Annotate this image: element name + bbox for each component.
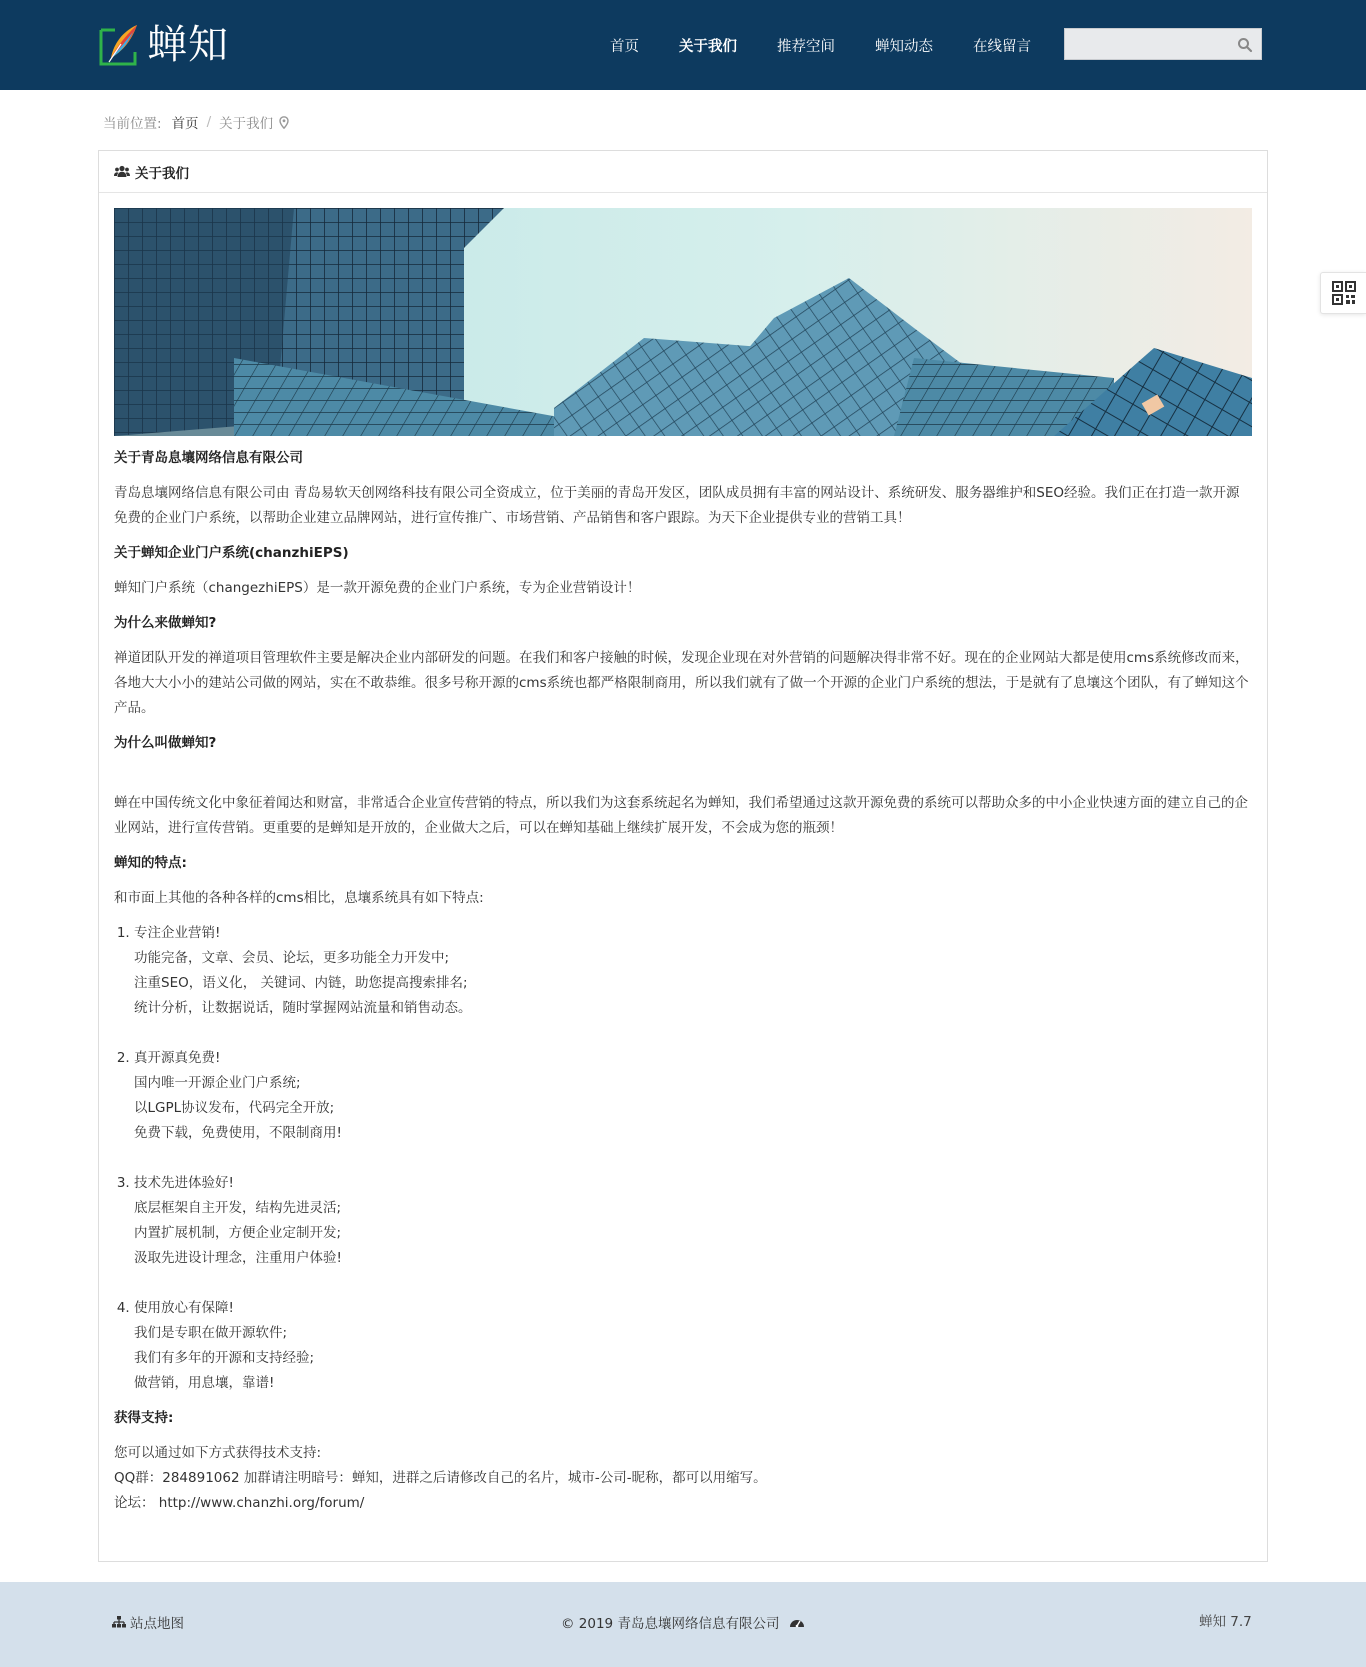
list-item (134, 1046, 1252, 1171)
nav-message[interactable]: 在线留言 (973, 38, 1031, 55)
paragraph: 青岛息壤网络信息有限公司由 青岛易软天创网络科技有限公司全资成立，位于美丽的青岛开发区，团队成员拥有丰富的网站设计、系统研发、服务器维护和SEO经验。我们正在打造一款开源免费的企业门户系统，以帮助企业建立品牌网站，进行宣传推广、市场营销、产品销售和客户跟踪。为天下企业提供专业的营销工具！ (114, 485, 1240, 526)
nav-home[interactable]: 首页 (610, 38, 639, 55)
qrcode-float-button[interactable] (1320, 272, 1366, 314)
feature-line: 国内唯一开源企业门户系统; (134, 1075, 301, 1091)
paragraph: 禅道团队开发的禅道项目管理软件主要是解决企业内部研发的问题。在我们和客户接触的时候，发现企业现在对外营销的问题解决得非常不好。现在的企业网站大都是使用cms系统修改而来，各地大大小小的建站公司做的网站，实在不敢恭维。很多号称开源的cms系统也都严格限制商用，所以我们就有了做一个开源的企业门户系统的想法，于是就有了息壤这个团队，有了蝉知这个产品。 (114, 650, 1249, 716)
breadcrumb (103, 112, 289, 132)
nav-spaces[interactable]: 推荐空间 (777, 38, 835, 55)
sitemap-label: 站点地图 (130, 1616, 184, 1632)
search-box (1064, 28, 1262, 60)
section-heading: 关于青岛息壤网络信息有限公司 (114, 450, 303, 466)
breadcrumb-current: 关于我们 (219, 116, 274, 132)
map-marker-icon (279, 116, 289, 129)
feature-line: 注重SEO，语义化， 关键词、内链，助您提高搜索排名; (134, 975, 468, 991)
section-heading: 获得支持: (114, 1410, 174, 1426)
nav-news[interactable]: 蝉知动态 (875, 38, 933, 55)
feature-line: 免费下载，免费使用，不限制商用! (134, 1125, 342, 1141)
sitemap-link[interactable] (112, 1612, 184, 1632)
search-input[interactable] (1065, 29, 1233, 59)
powered-by-link[interactable]: 蝉知 7.7 (1199, 1614, 1252, 1630)
section-heading: 关于蝉知企业门户系统(chanzhiEPS) (114, 545, 349, 561)
feature-list (134, 921, 1252, 1396)
section-heading: 为什么叫做蝉知? (114, 735, 217, 751)
section-heading: 为什么来做蝉知? (114, 615, 217, 631)
feature-line: 功能完备，文章、会员、论坛，更多功能全力开发中; (134, 950, 450, 966)
feature-title: 4. 使用放心有保障! (134, 1300, 234, 1316)
qrcode-icon (1332, 281, 1356, 305)
support-line: QQ群：284891062 加群请注明暗号：蝉知，进群之后请修改自己的名片，城市-公司-昵称，都可以用缩写。 (114, 1470, 767, 1486)
panel-heading (99, 151, 1267, 193)
support-line: 您可以通过如下方式获得技术支持: (114, 1445, 322, 1461)
feature-line: 以LGPL协议发布，代码完全开放; (134, 1100, 335, 1116)
paragraph: 和市面上其他的各种各样的cms相比，息壤系统具有如下特点: (114, 890, 484, 906)
breadcrumb-prefix: 当前位置: (103, 116, 162, 132)
section-heading: 蝉知的特点: (114, 855, 187, 871)
list-item (134, 1296, 1252, 1396)
blank-line (134, 1021, 1252, 1046)
feature-title: 3. 技术先进体验好! (134, 1175, 234, 1191)
blank-line (134, 1271, 1252, 1296)
dashboard-icon[interactable] (789, 1616, 805, 1628)
feature-line: 底层框架自主开发，结构先进灵活; (134, 1200, 342, 1216)
feature-title: 1. 专注企业营销! (134, 925, 221, 941)
feature-line: 我们有多年的开源和支持经验; (134, 1350, 315, 1366)
sitemap-icon (112, 1616, 126, 1628)
article-body (114, 446, 1252, 1516)
paragraph: 蝉知门户系统（changezhiEPS）是一款开源免费的企业门户系统，专为企业营销设计！ (114, 580, 641, 596)
footer (0, 1582, 1366, 1667)
panel-title: 关于我们 (135, 165, 189, 182)
feature-line: 我们是专职在做开源软件; (134, 1325, 288, 1341)
blank-line (114, 766, 1252, 791)
blank-line (134, 1146, 1252, 1171)
list-item (134, 921, 1252, 1046)
nav-about[interactable]: 关于我们 (679, 38, 737, 55)
feature-line: 做营销，用息壤，靠谱! (134, 1375, 275, 1391)
logo-text: 蝉知 (147, 22, 229, 68)
search-icon[interactable] (1237, 37, 1253, 53)
site-logo[interactable] (97, 20, 257, 70)
list-item (134, 1171, 1252, 1296)
buildings-banner-image (114, 208, 1252, 436)
main-nav (590, 0, 1051, 90)
feature-line: 汲取先进设计理念，注重用户体验! (134, 1250, 342, 1266)
feature-title: 2. 真开源真免费! (134, 1050, 221, 1066)
breadcrumb-separator: / (206, 114, 212, 130)
support-line: 论坛： http://www.chanzhi.org/forum/ (114, 1495, 365, 1511)
users-icon (114, 165, 130, 178)
copyright (561, 1612, 805, 1632)
about-panel (98, 150, 1268, 1562)
feature-line: 统计分析，让数据说话，随时掌握网站流量和销售动态。 (134, 1000, 472, 1016)
breadcrumb-home[interactable]: 首页 (171, 116, 199, 132)
copyright-text: © 2019 青岛息壤网络信息有限公司 (561, 1616, 780, 1632)
feature-line: 内置扩展机制，方便企业定制开发; (134, 1225, 342, 1241)
feather-logo-icon (97, 22, 143, 68)
paragraph: 蝉在中国传统文化中象征着闻达和财富，非常适合企业宣传营销的特点，所以我们为这套系统起名为蝉知，我们希望通过这款开源免费的系统可以帮助众多的中小企业快速方面的建立自己的企业网站，进行宣传营销。更重要的是蝉知是开放的，企业做大之后，可以在蝉知基础上继续扩展开发，不会成为您的瓶颈！ (114, 795, 1248, 836)
top-navbar (0, 0, 1366, 90)
